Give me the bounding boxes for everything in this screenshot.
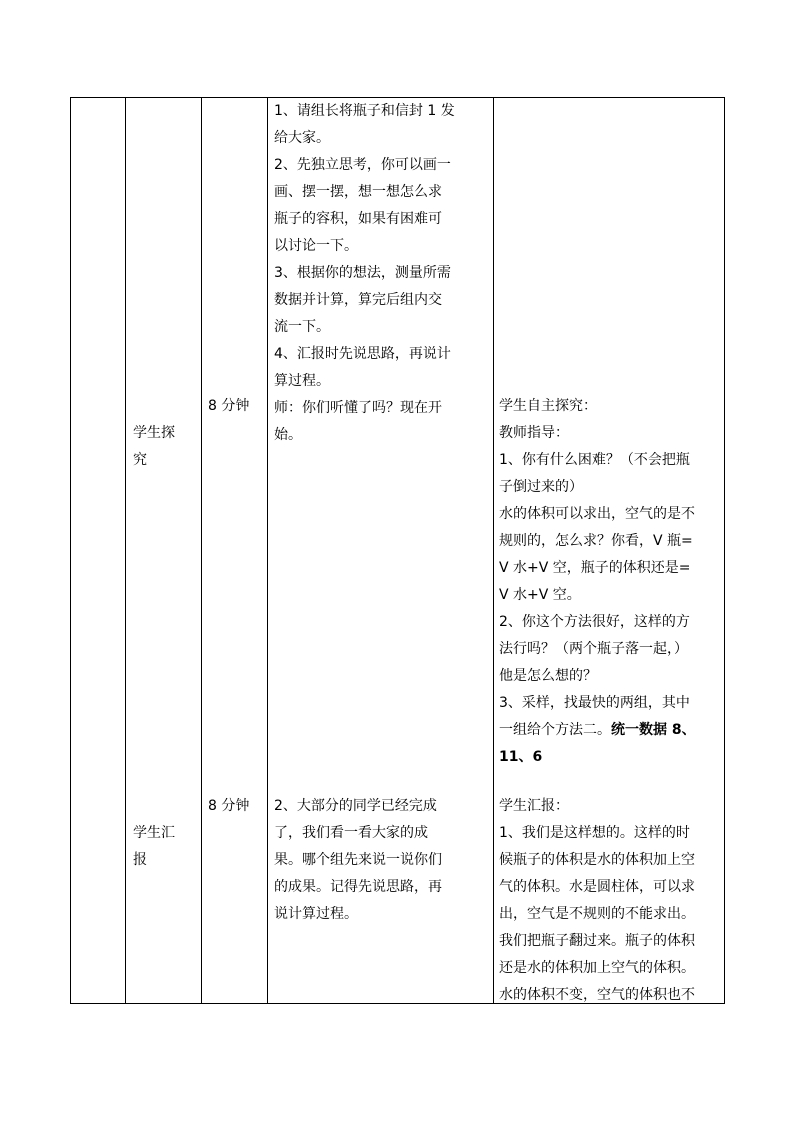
student-activity-report <box>499 793 723 1009</box>
stage-label-line: 报 <box>133 852 147 868</box>
teacher-activity-explore <box>274 98 486 449</box>
text-line: V 水+V 空，瓶子的体积还是= <box>499 560 691 576</box>
stage-label-line: 学生探 <box>133 425 175 441</box>
text-line: 2、先独立思考，你可以画一 <box>274 157 451 173</box>
teacher-activity-report <box>274 793 486 928</box>
text-fragment: 一组给个方法二。 <box>499 722 611 738</box>
text-line: 水的体积不变，空气的体积也不 <box>499 987 695 1003</box>
text-line: 2、你这个方法很好，这样的方 <box>499 614 690 630</box>
text-line: 我们把瓶子翻过来。瓶子的体积 <box>499 933 695 949</box>
text-line: 3、采样，找最快的两组，其中 <box>499 695 690 711</box>
text-line: 给大家。 <box>274 130 330 146</box>
blank-column-cell <box>71 98 126 1004</box>
text-line: 学生汇报： <box>499 798 569 814</box>
text-line: 教师指导： <box>499 425 569 441</box>
time-column-cell <box>202 98 268 1004</box>
text-line: 2、大部分的同学已经完成 <box>274 798 437 814</box>
text-line: 数据并计算，算完后组内交 <box>274 292 442 308</box>
text-line: 果。哪个组先来说一说你们 <box>274 852 442 868</box>
time-label-explore: 8 分钟 <box>208 398 250 414</box>
text-line: 他是怎么想的？ <box>499 668 597 684</box>
stage-label-explore <box>133 420 189 474</box>
text-line: 还是水的体积加上空气的体积。 <box>499 960 695 976</box>
text-line: 师：你们听懂了吗？现在开 <box>274 400 442 416</box>
student-activity-explore <box>499 393 723 771</box>
stage-label-line: 究 <box>133 452 147 468</box>
stage-label-report <box>133 820 189 874</box>
text-line: 学生自主探究： <box>499 398 597 414</box>
text-line: 的成果。记得先说思路，再 <box>274 879 442 895</box>
text-line: 1、你有什么困难？（不会把瓶 <box>499 452 690 468</box>
text-line: V 水+V 空。 <box>499 587 581 603</box>
text-line: 4、汇报时先说思路，再说计 <box>274 346 451 362</box>
text-line: 法行吗？（两个瓶子落一起，） <box>499 641 688 657</box>
text-line: 瓶子的容积，如果有困难可 <box>274 211 442 227</box>
stage-column-cell <box>126 98 202 1004</box>
text-line: 候瓶子的体积是水的体积加上空 <box>499 852 695 868</box>
text-line: 水的体积可以求出，空气的是不 <box>499 506 695 522</box>
text-line: 算过程。 <box>274 373 330 389</box>
text-line: 1、我们是这样想的。这样的时 <box>499 825 690 841</box>
time-label-report: 8 分钟 <box>208 798 250 814</box>
text-line: 画、摆一摆，想一想怎么求 <box>274 184 442 200</box>
text-line: 规则的，怎么求？你看，V 瓶= <box>499 533 693 549</box>
text-line: 说计算过程。 <box>274 906 358 922</box>
teacher-activity-cell <box>268 98 494 1004</box>
text-line: 流一下。 <box>274 319 330 335</box>
bold-emphasis: 统一数据 8、 <box>611 722 696 738</box>
text-line: 了，我们看一看大家的成 <box>274 825 428 841</box>
text-line: 出，空气是不规则的不能求出。 <box>499 906 695 922</box>
lesson-plan-table <box>70 97 725 1004</box>
text-line: 以讨论一下。 <box>274 238 358 254</box>
table-row <box>71 98 725 1004</box>
text-line: 始。 <box>274 427 302 443</box>
text-line: 1、请组长将瓶子和信封 1 发 <box>274 103 455 119</box>
student-activity-cell <box>494 98 725 1004</box>
stage-label-line: 学生汇 <box>133 825 175 841</box>
text-line: 气的体积。水是圆柱体，可以求 <box>499 879 695 895</box>
text-line <box>499 717 723 744</box>
text-line: 3、根据你的想法，测量所需 <box>274 265 451 281</box>
text-line: 子倒过来的） <box>499 479 583 495</box>
bold-emphasis: 11、6 <box>499 749 543 765</box>
